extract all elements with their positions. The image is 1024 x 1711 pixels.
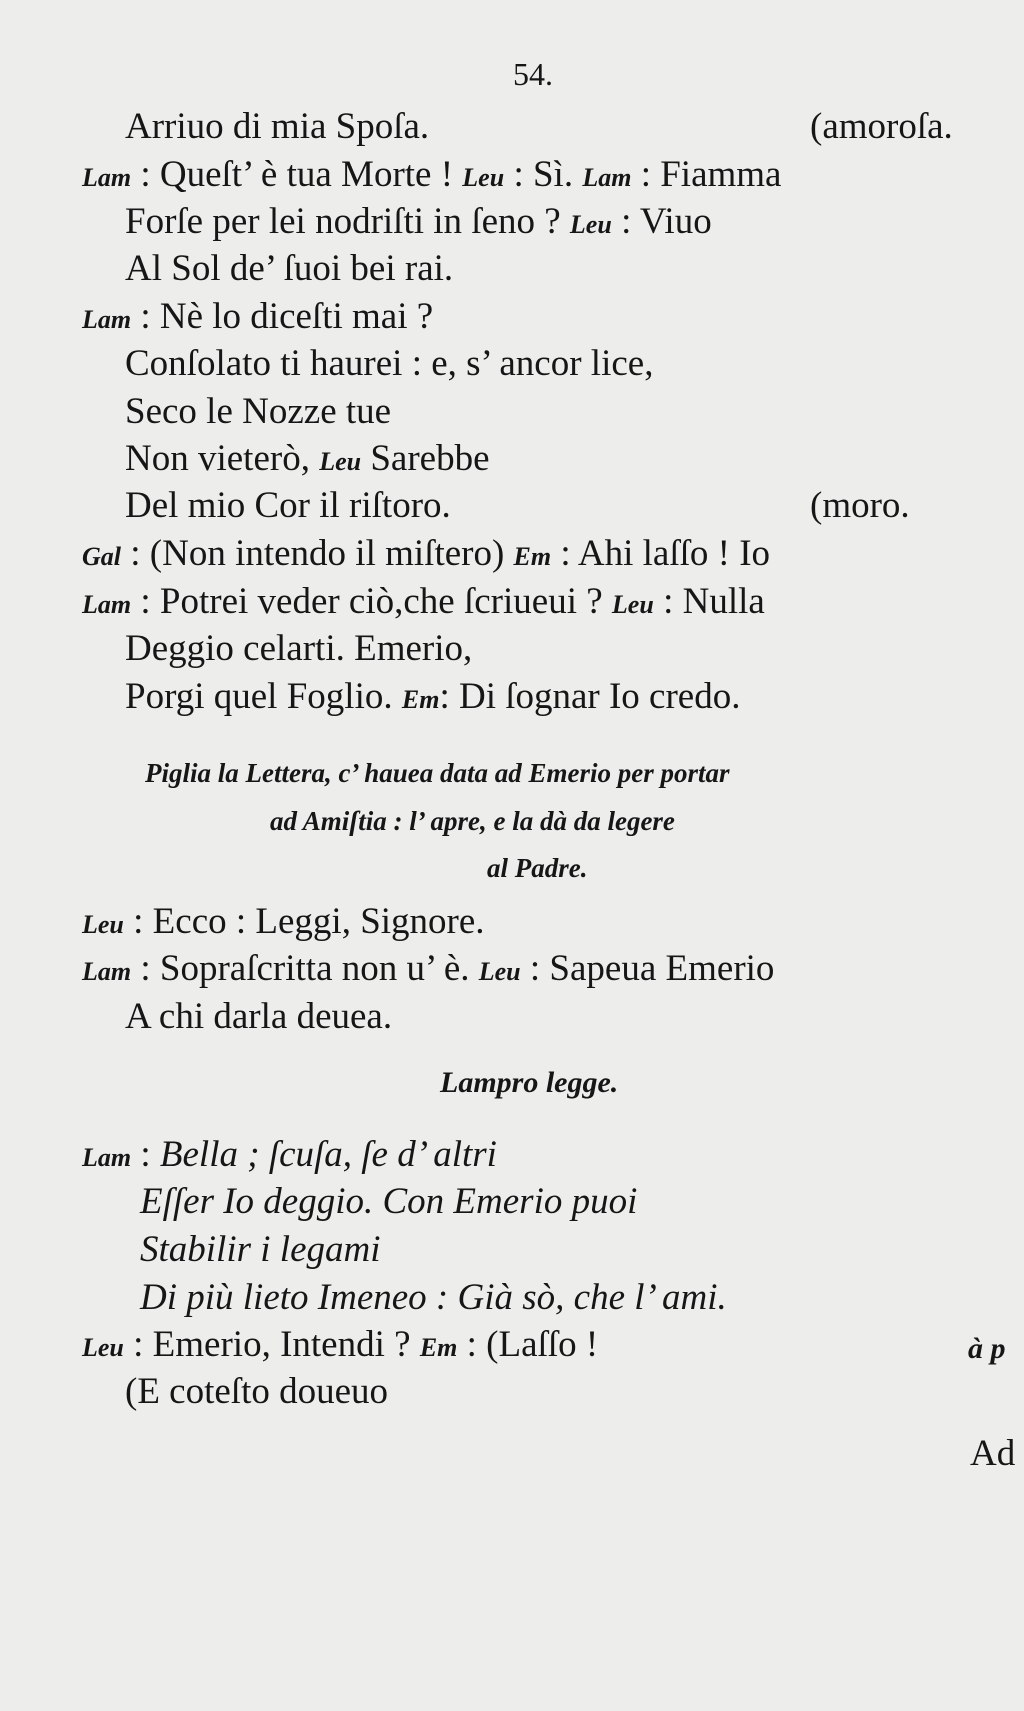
verse-text: : (Non intendo il miſtero) [121, 533, 514, 574]
verse-line [125, 105, 429, 149]
verse-text: Del mio Cor il riſtoro. [125, 485, 451, 526]
stage-direction: al Padre. [487, 853, 588, 883]
verse-text: : Fiamma [631, 154, 782, 195]
letter-line [140, 1180, 637, 1224]
verse-line [125, 995, 392, 1039]
speaker-abbrev: Lam [82, 957, 132, 986]
verse-text: : Ecco : Leggi, Signore. [123, 901, 485, 942]
speaker-abbrev: Leu [462, 163, 505, 192]
verse-text: : Emerio, Intendi ? [123, 1324, 420, 1365]
verse-line [82, 947, 774, 994]
stage-direction: Lampro legge. [440, 1066, 619, 1099]
letter-line [82, 1133, 497, 1180]
speaker-abbrev: Leu [82, 910, 124, 939]
speaker-abbrev: Lam [82, 163, 132, 192]
verse-line [125, 1370, 388, 1414]
verse-text: : Nè lo diceſti mai ? [131, 296, 434, 337]
verse-text: : Queſt’ è tua Morte ! [131, 154, 463, 195]
verse-text: Conſolato ti haurei : e, s’ ancor lice, [125, 343, 654, 384]
speaker-abbrev: Em [419, 1333, 458, 1362]
speaker-abbrev: Lam [82, 590, 132, 619]
verse-line [125, 390, 391, 434]
verse-line [82, 1323, 598, 1370]
speaker-abbrev: Leu [82, 1333, 124, 1362]
letter-line [140, 1276, 727, 1320]
italic-text: Di più lieto Imeneo : Già sò, che l’ ami. [140, 1277, 727, 1318]
verse-text: (E coteſto doueuo [125, 1371, 389, 1412]
verse-text: Forſe per lei nodriſti in ſeno ? [125, 201, 570, 242]
verse-text: : Di ſognar Io credo. [439, 676, 741, 717]
verse-text: : Potrei veder ciò,che ſcriueui ? [131, 581, 612, 622]
verse-text: Al Sol de’ ſuoi bei rai. [125, 248, 454, 289]
margin-stage-note: (moro. [810, 485, 910, 526]
verse-line [82, 900, 485, 947]
verse-line [82, 532, 770, 579]
margin-stage-note: (amoroſa. [810, 106, 953, 147]
stage-direction: ad Amiſtia : l’ apre, e la dà da legere [270, 806, 675, 836]
italic-text: Eſſer Io deggio. Con Emerio puoi [140, 1181, 638, 1222]
verse-line [125, 437, 490, 484]
verse-line [125, 627, 472, 671]
verse-text: : [131, 1134, 160, 1175]
speaker-abbrev: Leu [478, 957, 521, 986]
verse-text: Arriuo di mia Spoſa. [125, 106, 430, 147]
verse-text: Non vieterò, [125, 438, 320, 479]
verse-text: : (Laſſo ! [457, 1324, 599, 1365]
verse-line [125, 484, 451, 528]
speaker-abbrev: Lam [82, 305, 132, 334]
verse-text: : Ahi laſſo ! Io [551, 533, 771, 574]
italic-text: Bella ; ſcuſa, ſe d’ altri [159, 1134, 497, 1175]
verse-text: Seco le Nozze tue [125, 391, 392, 432]
verse-line [125, 247, 453, 291]
verse-text: Sarebbe [361, 438, 490, 479]
margin-stage-note: à p [968, 1332, 1006, 1365]
verse-line [125, 342, 653, 386]
page-number: 54. [513, 56, 553, 92]
verse-line [125, 675, 740, 722]
verse-line [125, 200, 712, 247]
speaker-abbrev: Lam [582, 163, 632, 192]
speaker-abbrev: Leu [611, 590, 654, 619]
letter-line [140, 1228, 381, 1272]
verse-text: : Sapeua Emerio [520, 948, 775, 989]
catchword: Ad [970, 1433, 1016, 1474]
speaker-abbrev: Gal [82, 542, 121, 571]
italic-text: Stabilir i legami [140, 1229, 381, 1270]
speaker-abbrev: Leu [319, 447, 362, 476]
verse-text: A chi darla deuea. [125, 996, 393, 1037]
verse-text: Porgi quel Foglio. [125, 676, 402, 717]
verse-text: : Sì. [504, 154, 583, 195]
stage-direction: Piglia la Lettera, c’ hauea data ad Emerio per portar [145, 758, 730, 788]
speaker-abbrev: Em [513, 542, 552, 571]
verse-line [82, 580, 765, 627]
speaker-abbrev: Lam [82, 1143, 132, 1172]
verse-text: : Viuo [611, 201, 712, 242]
verse-text: Deggio celarti. Emerio, [125, 628, 473, 669]
speaker-abbrev: Em [401, 685, 440, 714]
speaker-abbrev: Leu [569, 210, 612, 239]
verse-line [82, 153, 781, 200]
verse-line [82, 295, 433, 342]
verse-text: : Nulla [653, 581, 765, 622]
verse-text: : Sopraſcritta non u’ è. [131, 948, 479, 989]
